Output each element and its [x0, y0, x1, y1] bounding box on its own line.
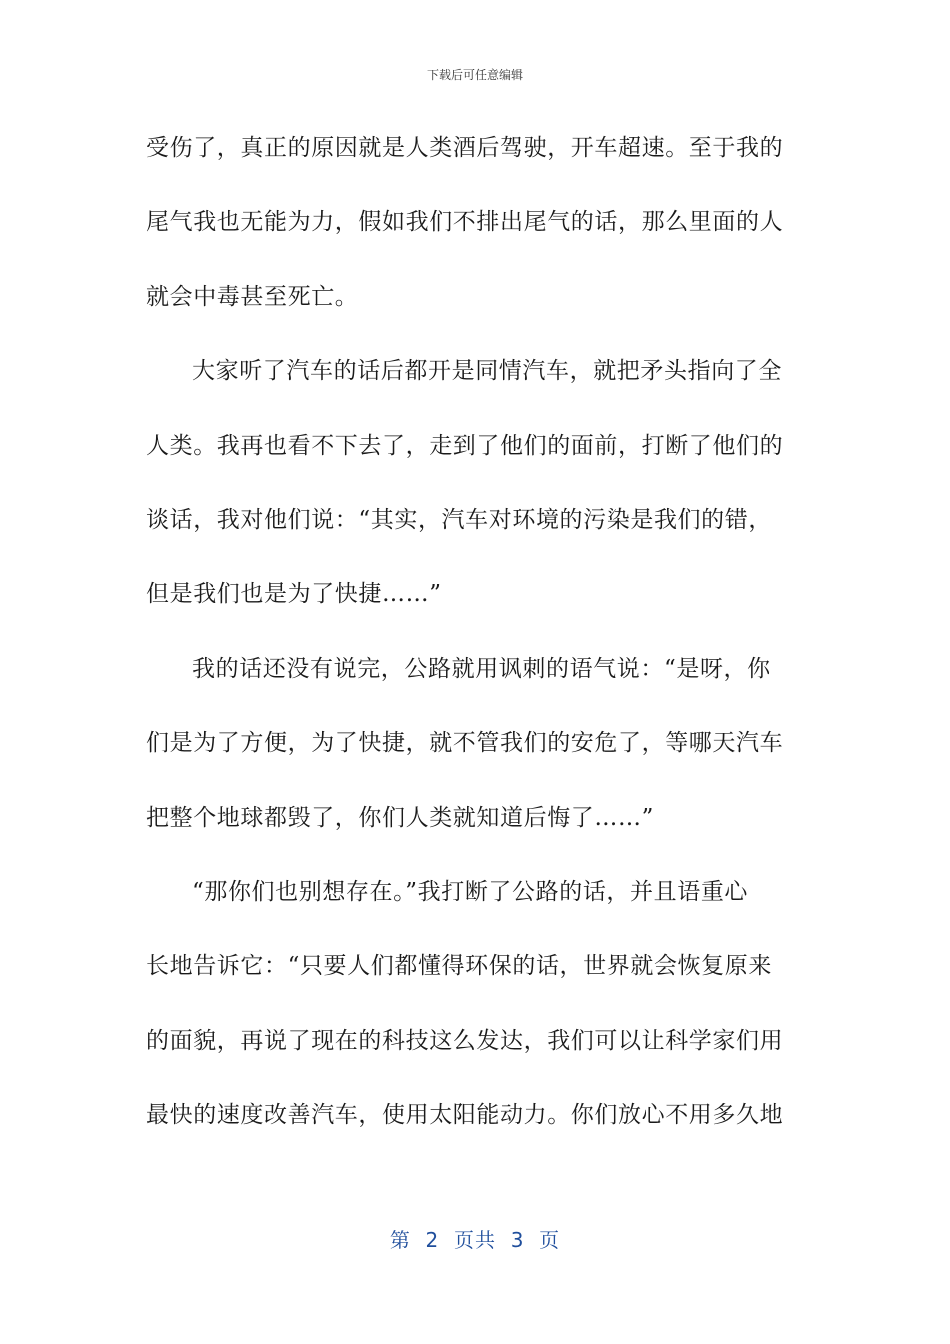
- page-header: 下载后可任意编辑: [426, 68, 523, 82]
- text-line: 我的话还没有说完，公路就用讽刺的语气说：“是呀，你: [192, 655, 771, 682]
- text-line: 的面貌，再说了现在的科技这么发达，我们可以让科学家们用: [146, 1027, 784, 1054]
- text-line: 们是为了方便，为了快捷，就不管我们的安危了，等哪天汽车: [146, 730, 784, 757]
- text-line: 长地告诉它：“只要人们都懂得环保的话，世界就会恢复原来: [146, 953, 772, 980]
- text-line: 尾气我也无能为力，假如我们不排出尾气的话，那么里面的人: [146, 209, 784, 236]
- text-line: 把整个地球都毁了，你们人类就知道后悔了……”: [146, 804, 654, 831]
- text-line: 大家听了汽车的话后都开是同情汽车，就把矛头指向了全: [192, 358, 782, 385]
- text-line: 就会中毒甚至死亡。: [146, 283, 359, 310]
- page-footer: 第 2 页共 3 页: [389, 1228, 561, 1252]
- text-line: “那你们也别想存在。”我打断了公路的话，并且语重心: [192, 878, 749, 905]
- text-line: 受伤了，真正的原因就是人类酒后驾驶，开车超速。至于我的: [146, 135, 784, 161]
- text-line: 谈话，我对他们说：“其实，汽车对环境的污染是我们的错，: [146, 506, 772, 533]
- text-line: 人类。我再也看不下去了，走到了他们的面前，打断了他们的: [146, 432, 784, 459]
- text-line: 最快的速度改善汽车，使用太阳能动力。你们放心不用多久地: [146, 1102, 784, 1129]
- text-line: 但是我们也是为了快捷……”: [146, 581, 442, 608]
- body-text: [146, 111, 806, 1152]
